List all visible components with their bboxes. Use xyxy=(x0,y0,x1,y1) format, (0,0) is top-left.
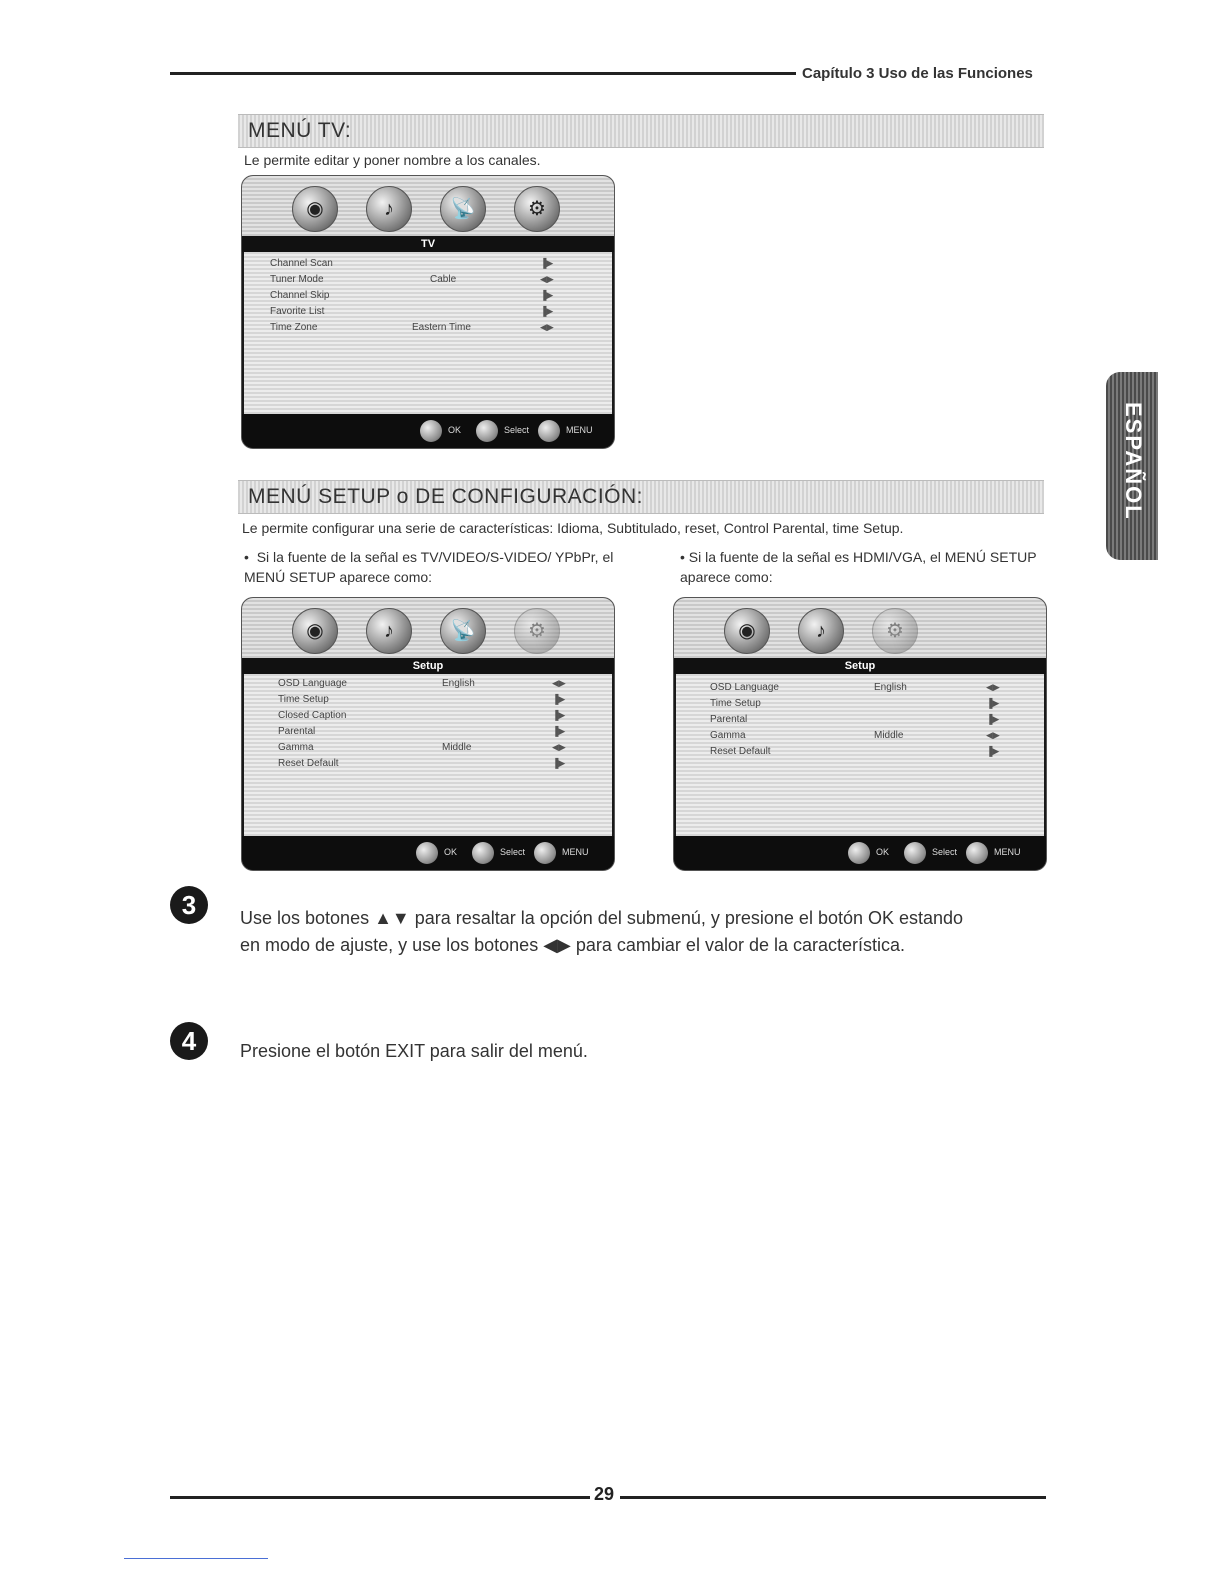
select-label: Select xyxy=(504,425,530,435)
ok-button-icon xyxy=(416,842,438,864)
osd-row xyxy=(244,694,612,709)
osd-setup-body xyxy=(676,674,1044,836)
osd-row-label: Gamma xyxy=(710,730,746,741)
menu-tv-title: MENÚ TV: xyxy=(248,119,352,142)
audio-icon: ♪ xyxy=(366,608,412,654)
osd-row xyxy=(244,306,612,321)
chapter-title: Capítulo 3 Uso de las Funciones xyxy=(802,65,1033,82)
left-right-arrow-icon: ◀▶ xyxy=(986,682,1000,692)
bullet-right xyxy=(680,547,1040,587)
footer-rule-right xyxy=(620,1496,1046,1499)
osd-row-label: Gamma xyxy=(278,742,314,753)
menu-label: MENU xyxy=(562,847,589,857)
osd-row xyxy=(244,758,612,773)
osd-icon-strip xyxy=(242,176,614,236)
osd-row xyxy=(676,682,1044,697)
tv-satellite-icon: 📡 xyxy=(440,186,486,232)
osd-tv-footer xyxy=(242,414,614,448)
osd-row-value: English xyxy=(874,682,907,693)
osd-setup-menu-hdmi-source xyxy=(673,597,1047,871)
left-right-arrow-icon: ◀▶ xyxy=(540,322,554,332)
picture-icon: ◉ xyxy=(292,608,338,654)
step-number-3: 3 xyxy=(170,886,208,924)
menu-button-icon xyxy=(966,842,988,864)
setup-icon: ⚙ xyxy=(514,186,560,232)
osd-setup-footer xyxy=(674,836,1046,870)
step-4-text: Presione el botón EXIT para salir del menú. xyxy=(240,1041,588,1061)
side-tab-label: ESPAÑOL xyxy=(1121,402,1146,521)
bottom-blue-line xyxy=(124,1558,268,1559)
osd-row-label: Favorite List xyxy=(270,306,325,317)
osd-icon-strip xyxy=(242,598,614,658)
enter-arrow-icon: ▐▶ xyxy=(540,290,554,300)
language-side-tab xyxy=(1106,372,1158,560)
tv-satellite-icon: 📡 xyxy=(440,608,486,654)
select-dpad-icon xyxy=(472,842,494,864)
setup-icon: ⚙ xyxy=(872,608,918,654)
osd-row xyxy=(244,710,612,725)
osd-row-value: Eastern Time xyxy=(412,322,471,333)
left-right-arrow-icon: ◀▶ xyxy=(540,274,554,284)
osd-row xyxy=(244,742,612,757)
osd-setup-body xyxy=(244,674,612,836)
select-dpad-icon xyxy=(476,420,498,442)
osd-row xyxy=(676,730,1044,745)
audio-icon: ♪ xyxy=(798,608,844,654)
menu-tv-section-bar xyxy=(238,114,1044,148)
select-label: Select xyxy=(932,847,958,857)
select-dpad-icon xyxy=(904,842,926,864)
bullet-dot: • xyxy=(680,549,689,565)
enter-arrow-icon: ▐▶ xyxy=(986,746,1000,756)
header-rule xyxy=(170,72,796,75)
osd-row-value: Cable xyxy=(430,274,457,285)
bullet-dot: • xyxy=(244,549,257,565)
footer-rule-left xyxy=(170,1496,590,1499)
ok-button-icon xyxy=(420,420,442,442)
osd-row xyxy=(676,746,1044,761)
left-right-arrow-icon: ◀▶ xyxy=(552,678,566,688)
bullet-left xyxy=(244,547,624,587)
audio-icon: ♪ xyxy=(366,186,412,232)
ok-label: OK xyxy=(876,847,890,857)
page-number: 29 xyxy=(594,1484,615,1504)
enter-arrow-icon: ▐▶ xyxy=(552,758,566,768)
osd-row-label: Reset Default xyxy=(278,758,339,769)
menu-setup-description: Le permite configurar una serie de características: Idioma, Subtitulado, reset, Control Parental, time Setup. xyxy=(242,520,904,536)
osd-row-label: Reset Default xyxy=(710,746,771,757)
osd-row-value: English xyxy=(442,678,475,689)
osd-row xyxy=(244,290,612,305)
bullet-left-text: Si la fuente de la señal es TV/VIDEO/S-VIDEO/ YPbPr, el MENÚ SETUP aparece como: xyxy=(244,549,614,585)
osd-icon-strip xyxy=(674,598,1046,658)
osd-row xyxy=(244,678,612,693)
osd-row-label: Tuner Mode xyxy=(270,274,324,285)
enter-arrow-icon: ▐▶ xyxy=(986,698,1000,708)
menu-setup-section-bar xyxy=(238,480,1044,514)
ok-label: OK xyxy=(448,425,462,435)
osd-row-label: Time Setup xyxy=(710,698,761,709)
enter-arrow-icon: ▐▶ xyxy=(986,714,1000,724)
osd-row xyxy=(244,322,612,337)
osd-tv-menu xyxy=(241,175,615,449)
osd-tv-header: TV xyxy=(242,236,614,252)
menu-label: MENU xyxy=(994,847,1021,857)
osd-row-label: Parental xyxy=(278,726,316,737)
enter-arrow-icon: ▐▶ xyxy=(552,694,566,704)
osd-row xyxy=(244,274,612,289)
menu-label: MENU xyxy=(566,425,593,435)
osd-row-label: Parental xyxy=(710,714,748,725)
menu-tv-description: Le permite editar y poner nombre a los canales. xyxy=(244,152,541,168)
ok-label: OK xyxy=(444,847,458,857)
picture-icon: ◉ xyxy=(292,186,338,232)
enter-arrow-icon: ▐▶ xyxy=(540,306,554,316)
osd-row-label: Channel Scan xyxy=(270,258,333,269)
menu-setup-title: MENÚ SETUP o DE CONFIGURACIÓN: xyxy=(248,485,643,508)
osd-row-label: Time Zone xyxy=(270,322,318,333)
enter-arrow-icon: ▐▶ xyxy=(552,726,566,736)
enter-arrow-icon: ▐▶ xyxy=(552,710,566,720)
osd-row xyxy=(244,258,612,273)
osd-row xyxy=(676,714,1044,729)
osd-row-label: Closed Caption xyxy=(278,710,347,721)
osd-row xyxy=(676,698,1044,713)
step-number-4: 4 xyxy=(170,1022,208,1060)
osd-setup-header: Setup xyxy=(242,658,614,674)
menu-button-icon xyxy=(534,842,556,864)
osd-tv-body xyxy=(244,252,612,414)
osd-setup-footer xyxy=(242,836,614,870)
osd-setup-menu-tv-source xyxy=(241,597,615,871)
picture-icon: ◉ xyxy=(724,608,770,654)
osd-row xyxy=(244,726,612,741)
osd-row-label: Channel Skip xyxy=(270,290,330,301)
left-right-arrow-icon: ◀▶ xyxy=(986,730,1000,740)
osd-row-label: OSD Language xyxy=(710,682,779,693)
left-right-arrow-icon: ◀▶ xyxy=(552,742,566,752)
osd-setup-header: Setup xyxy=(674,658,1046,674)
bullet-right-text: Si la fuente de la señal es HDMI/VGA, el MENÚ SETUP aparece como: xyxy=(680,549,1037,585)
enter-arrow-icon: ▐▶ xyxy=(540,258,554,268)
osd-row-label: OSD Language xyxy=(278,678,347,689)
osd-row-value: Middle xyxy=(442,742,472,753)
setup-icon: ⚙ xyxy=(514,608,560,654)
ok-button-icon xyxy=(848,842,870,864)
osd-row-label: Time Setup xyxy=(278,694,329,705)
select-label: Select xyxy=(500,847,526,857)
step-3-text: Use los botones ▲▼ para resaltar la opción del submenú, y presione el botón OK estando en modo de ajuste, y use los botones ◀▶ para cambiar el valor de la característica. xyxy=(240,908,964,955)
osd-row-value: Middle xyxy=(874,730,904,741)
menu-button-icon xyxy=(538,420,560,442)
